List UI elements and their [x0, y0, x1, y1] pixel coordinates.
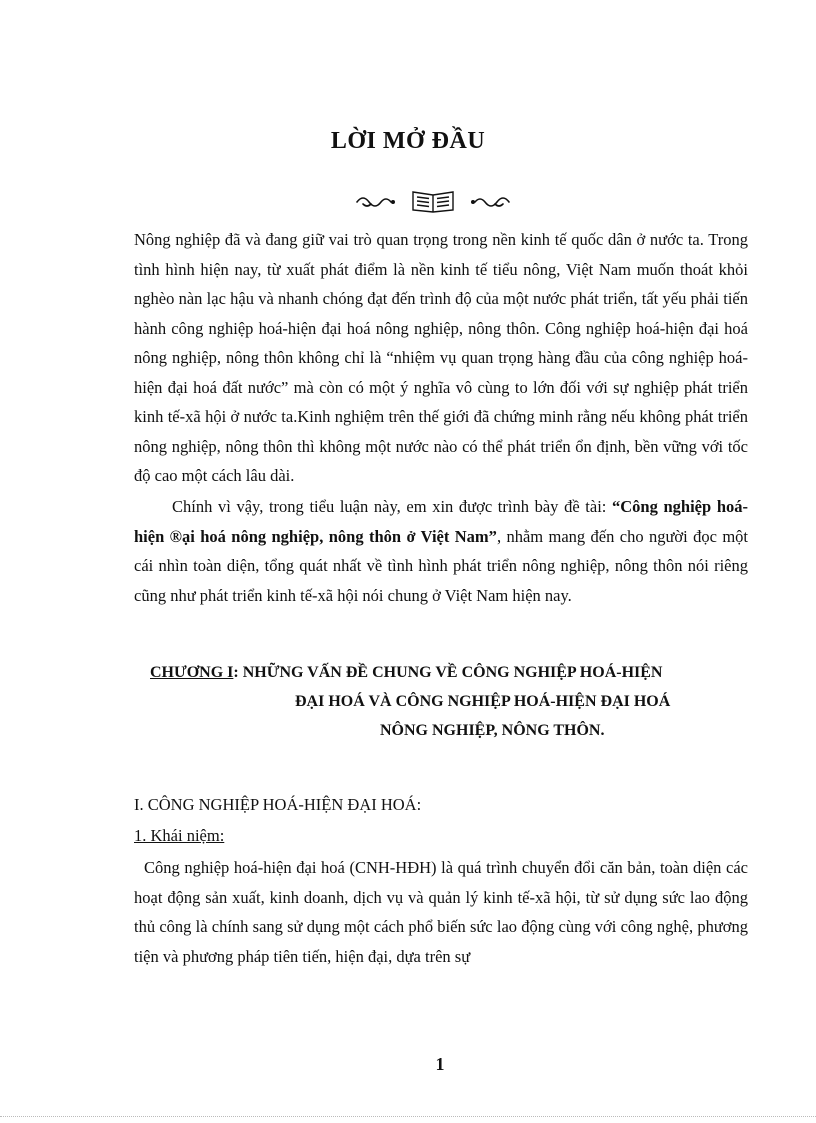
subsection-heading: 1. Khái niệm: — [134, 826, 225, 845]
topic-paragraph-rest: , nhằm mang đến cho người đọc một cái nhìn toàn diện, tổng quát nhất về tình hình phát triển nông nghiệp, nông thôn nói riêng cũng như phát triển kinh tế-xã hội nói chung ở Việt Nam hiện nay. — [134, 526, 748, 605]
chapter-label: CHƯƠNG I — [150, 664, 234, 681]
chapter-heading — [150, 658, 750, 745]
section-heading: I. CÔNG NGHIỆP HOÁ-HIỆN ĐẠI HOÁ: — [134, 795, 422, 814]
chapter-title-line2: ĐẠI HOÁ VÀ CÔNG NGHIỆP HOÁ-HIỆN ĐẠI HOÁ — [295, 693, 671, 710]
definition-paragraph: Công nghiệp hoá-hiện đại hoá (CNH-HĐH) là quá trình chuyển đổi căn bản, toàn diện các hoạt động sản xuất, kinh doanh, dịch vụ và quản lý kinh tế-xã hội, từ sử dụng sức lao động thủ công là chính sang sử dụng một cách phổ biến sức lao động cùng với công nghệ, phương tiện và phương pháp tiên tiến, hiện đại, dựa trên sự — [134, 858, 748, 966]
book-scroll-ornament-icon — [353, 186, 513, 214]
intro-paragraph: Nông nghiệp đã và đang giữ vai trò quan trọng trong nền kinh tế quốc dân ở nước ta. Trong tình hình hiện nay, từ xuất phát điểm là nền kinh tế tiểu nông, Việt Nam muốn thoát khỏi nghèo nàn lạc hậu và nhanh chóng đạt đến trình độ của một nước phát triển, tất yếu phải tiến hành công nghiệp hoá-hiện đại hoá nông nghiệp, nông thôn. Công nghiệp hoá-hiện đại hoá nông nghiệp, nông thôn không chỉ là “nhiệm vụ quan trọng hàng đầu của công nghiệp hoá-hiện đại hoá đất nước” mà còn có một ý nghĩa vô cùng to lớn đối với sự nghiệp phát triển kinh tế-xã hội ở nước ta.Kinh nghiệm trên thế giới đã chứng minh rằng nếu không phát triển nông nghiệp, nông thôn thì không một nước nào có thể phát triển ổn định, bền vững với tốc độ cao một cách lâu dài. — [134, 230, 748, 485]
page-bottom-divider — [0, 1116, 816, 1117]
chapter-title-line3: NÔNG NGHIỆP, NÔNG THÔN. — [380, 722, 605, 739]
page-number: 1 — [435, 1054, 445, 1074]
page-title: LỜI MỞ ĐẦU — [330, 128, 486, 154]
chapter-title-line1: : NHỮNG VẤN ĐỀ CHUNG VỀ CÔNG NGHIỆP HOÁ-HIỆN — [233, 664, 663, 681]
topic-paragraph-intro: Chính vì vậy, trong tiểu luận này, em xin được trình bày đề tài: — [172, 497, 613, 516]
topic-paragraph — [134, 492, 748, 610]
topic-title: “Công nghiệp hoá-hiện ®ại hoá nông nghiệp, nông thôn ở Việt Nam” — [134, 497, 748, 546]
